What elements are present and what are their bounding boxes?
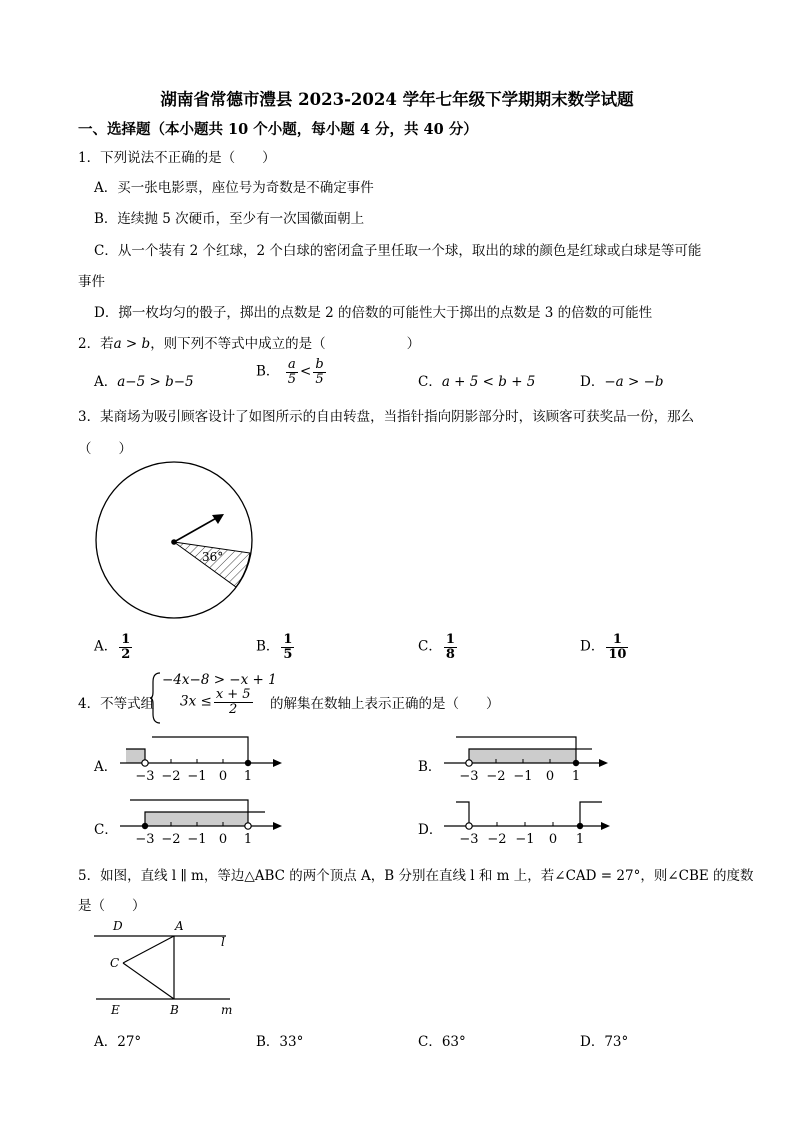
svg-text:1: 1 [571, 769, 581, 784]
svg-text:1: 1 [243, 832, 253, 847]
q2-stem: 2．若a > b，则下列不等式中成立的是（ ） [78, 336, 421, 352]
spinner-figure [88, 460, 268, 630]
q2-option-d: D．−a > −b [580, 374, 664, 390]
q5-option-d: D．73° [580, 1034, 629, 1050]
svg-text:−1: −1 [513, 769, 533, 784]
q1-stem: 1．下列说法不正确的是（ ） [78, 150, 276, 166]
q4-stem-post: 的解集在数轴上表示正确的是（ ） [270, 696, 500, 712]
page-title: 湖南省常德市澧县 2023-2024 学年七年级下学期期末数学试题 [160, 90, 634, 109]
svg-text:−2: −2 [486, 769, 506, 784]
geometry-figure [92, 916, 252, 1022]
open-point [466, 760, 472, 766]
svg-text:B: B [170, 1003, 179, 1017]
q4-label-b: B． [418, 759, 442, 775]
svg-text:−3: −3 [135, 769, 155, 784]
segment-ca [123, 936, 174, 963]
q4-stem-pre: 4．不等式组 [78, 696, 155, 712]
svg-text:C: C [110, 956, 120, 970]
q5-option-c: C．63° [418, 1034, 466, 1050]
number-line-b [444, 733, 614, 783]
q2-option-c: C．a + 5 < b + 5 [418, 374, 536, 390]
svg-text:−1: −1 [187, 832, 207, 847]
segment-cb [123, 963, 174, 999]
svg-text:E: E [111, 1003, 120, 1017]
svg-text:−3: −3 [135, 832, 155, 847]
q3-option-a: A． $\frac{1}{2}$ [94, 632, 131, 662]
svg-text:l: l [221, 935, 225, 949]
svg-text:0: 0 [218, 832, 228, 847]
q2-option-a: A．a−5 > b−5 [94, 374, 194, 390]
svg-text:−3: −3 [459, 769, 479, 784]
q3-option-c: C． $\frac{1}{8}$ [418, 632, 455, 662]
q4-inequality-2: 3x ≤ $\frac{x + 5}{2}$ [180, 687, 251, 717]
svg-text:A: A [175, 919, 184, 933]
svg-text:−2: −2 [161, 769, 181, 784]
closed-point [577, 823, 583, 829]
number-line-a [120, 733, 290, 783]
q5-stem: 5．如图，直线 l ∥ m，等边△ABC 的两个顶点 A，B 分别在直线 l 和 m 上，若∠CAD = 27°，则∠CBE 的度数 [78, 868, 754, 884]
svg-text:0: 0 [218, 769, 228, 784]
open-point [142, 760, 148, 766]
q3-stem: 3．某商场为吸引顾客设计了如图所示的自由转盘，当指针指向阴影部分时，该顾客可获奖品一份，那么 [78, 409, 695, 425]
q3-option-b: B． $\frac{1}{5}$ [256, 632, 293, 662]
svg-text:0: 0 [545, 769, 555, 784]
closed-point [573, 760, 579, 766]
q5-stem-cont: 是（ ） [78, 898, 146, 914]
svg-text:D: D [113, 919, 123, 933]
open-point [466, 823, 472, 829]
svg-text:−1: −1 [187, 769, 207, 784]
svg-text:−2: −2 [487, 832, 507, 847]
q1-option-b: B．连续抛 5 次硬币，至少有一次国徽面朝上 [94, 211, 365, 227]
number-line-d [444, 796, 614, 846]
q1-option-c-cont: 事件 [78, 274, 105, 290]
svg-text:−2: −2 [161, 832, 181, 847]
q5-option-a: A．27° [94, 1034, 142, 1050]
angle-label: 36° [202, 550, 224, 564]
q3-stem-cont: （ ） [78, 441, 132, 457]
q5-option-b: B．33° [256, 1034, 304, 1050]
pivot-dot [171, 539, 177, 545]
q1-option-d: D．掷一枚均匀的骰子，掷出的点数是 2 的倍数的可能性大于掷出的点数是 3 的倍数的可能性 [94, 305, 653, 321]
number-line-c [120, 796, 290, 846]
svg-text:0: 0 [548, 832, 558, 847]
q4-label-d: D． [418, 822, 443, 838]
closed-point [245, 760, 251, 766]
svg-text:m: m [221, 1003, 233, 1017]
svg-text:1: 1 [575, 832, 585, 847]
q4-label-a: A． [94, 759, 118, 775]
q4-label-c: C． [94, 822, 118, 838]
q1-option-a: A．买一张电影票，座位号为奇数是不确定事件 [94, 180, 374, 196]
svg-text:−3: −3 [459, 832, 479, 847]
svg-text:1: 1 [243, 769, 253, 784]
q1-option-c: C．从一个装有 2 个红球，2 个白球的密闭盒子里任取一个球，取出的球的颜色是红球或白球是等可能 [94, 243, 702, 259]
svg-text:−1: −1 [515, 832, 535, 847]
q4-inequality-1: −4x−8 > −x + 1 [162, 672, 277, 688]
q2-option-b: B． $\frac{a}{5}$ < $\frac{b}{5}$ [256, 357, 324, 387]
open-point [245, 823, 251, 829]
system-brace [150, 672, 162, 724]
closed-point [142, 823, 148, 829]
section-heading: 一、选择题（本小题共 10 个小题，每小题 4 分，共 40 分） [78, 121, 478, 138]
q3-option-d: D． $\frac{1}{10}$ [580, 632, 627, 662]
